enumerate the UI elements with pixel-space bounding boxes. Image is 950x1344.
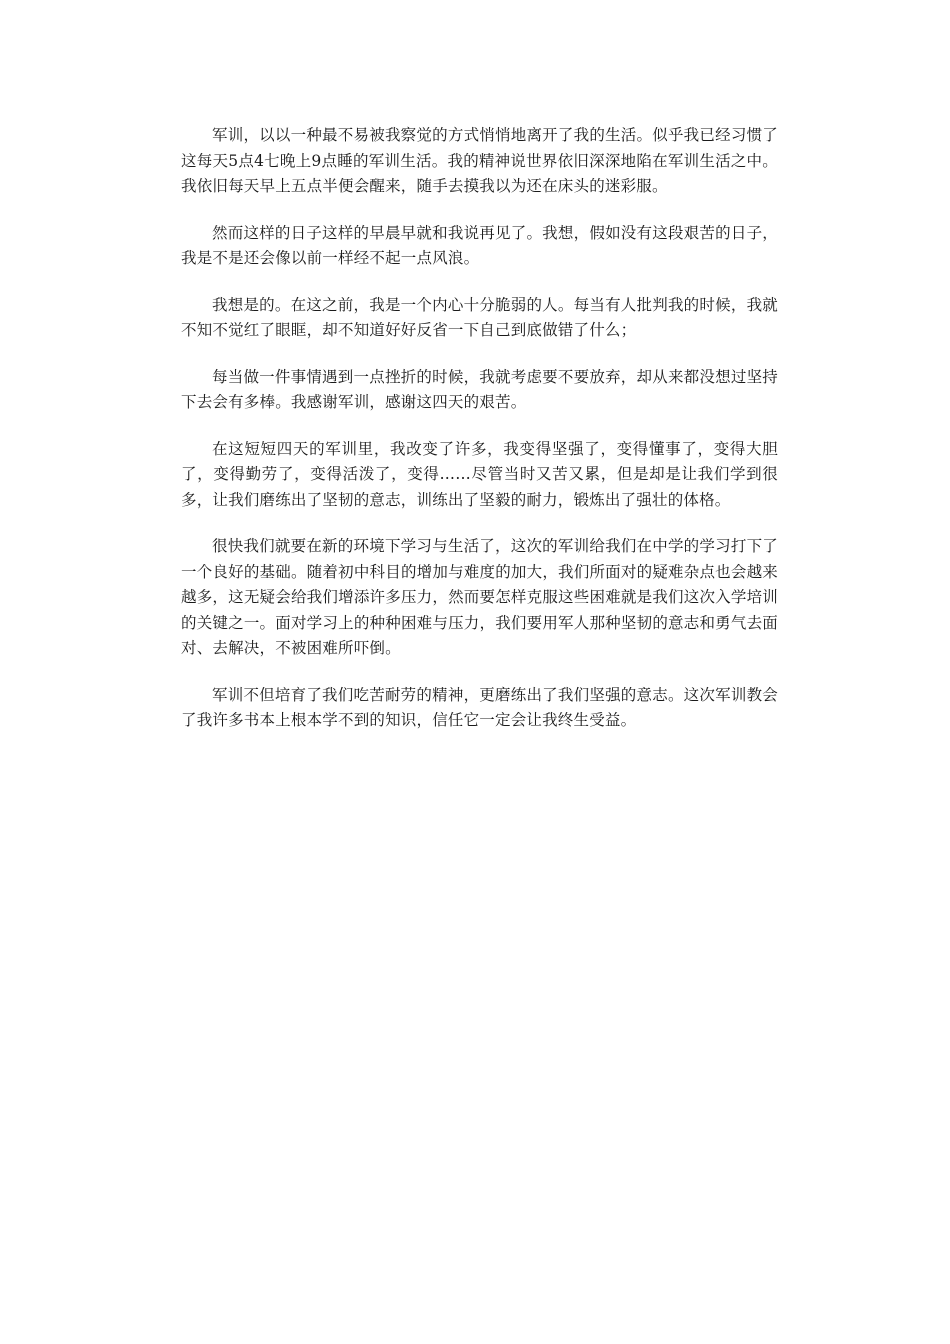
paragraph-7: 军训不但培育了我们吃苦耐劳的精神，更磨练出了我们坚强的意志。这次军训教会了我许多书本上根本学不到的知识，信任它一定会让我终生受益。 xyxy=(181,685,778,729)
paragraph-6: 很快我们就要在新的环境下学习与生活了，这次的军训给我们在中学的学习打下了一个良好的基础。随着初中科目的增加与难度的加大，我们所面对的疑难杂点也会越来越多，这无疑会给我们增添许多压力，然而要怎样克服这些困难就是我们这次入学培训的关键之一。面对学习上的种种困难与压力，我们要用军人那种坚韧的意志和勇气去面对、去解决，不被困难所吓倒。 xyxy=(181,537,778,657)
paragraph-1: 军训，以以一种最不易被我察觉的方式悄悄地离开了我的生活。似乎我已经习惯了这每天5点4七晚上9点睡的军训生活。我的精神说世界依旧深深地陷在军训生活之中。我依旧每天早上五点半便会醒来，随手去摸我以为还在床头的迷彩服。 xyxy=(181,126,778,195)
paragraph-3: 我想是的。在这之前，我是一个内心十分脆弱的人。每当有人批判我的时候，我就不知不觉红了眼眶，却不知道好好反省一下自己到底做错了什么； xyxy=(181,295,778,339)
paragraph-5: 在这短短四天的军训里，我改变了许多，我变得坚强了，变得懂事了，变得大胆了，变得勤劳了，变得活泼了，变得……尽管当时又苦又累，但是却是让我们学到很多，让我们磨练出了坚韧的意志，训练出了坚毅的耐力，锻炼出了强壮的体格。 xyxy=(181,439,778,509)
paragraph-2: 然而这样的日子这样的早晨早就和我说再见了。我想，假如没有这段艰苦的日子，我是不是还会像以前一样经不起一点风浪。 xyxy=(181,223,778,267)
paragraph-4: 每当做一件事情遇到一点挫折的时候，我就考虑要不要放弃，却从来都没想过坚持下去会有多棒。我感谢军训，感谢这四天的艰苦。 xyxy=(181,367,778,411)
document-body xyxy=(181,123,778,755)
